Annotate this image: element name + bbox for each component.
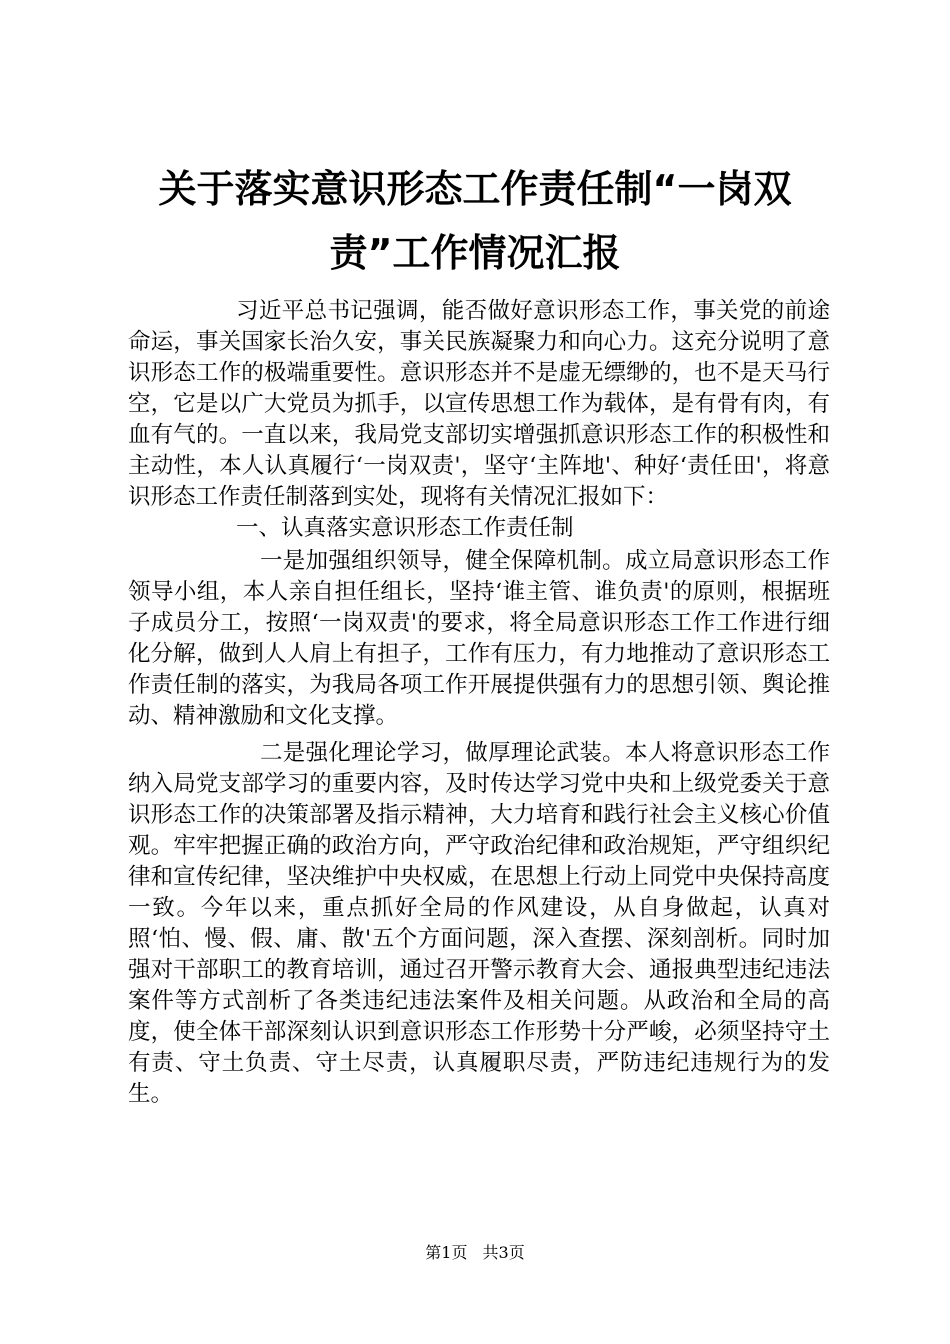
section-heading: 一、认真落实意识形态工作责任制	[236, 515, 574, 541]
document-body	[128, 296, 830, 1110]
section-item-paragraph: 一是加强组织领导，健全保障机制。成立局意识形态工作领导小组，本人亲自担任组长，坚持‘谁主管、谁负责'的原则，根据班子成员分工，按照‘一岗双责'的要求，将全局意识形态工作工作进行细化分解，做到人人肩上有担子，工作有压力，有力地推动了意识形态工作责任制的落实，为我局各项工作开展提供强有力的思想引领、舆论推动、精神激励和文化支撑。	[128, 548, 830, 729]
section-item-paragraph: 二是强化理论学习，做厚理论武装。本人将意识形态工作纳入局党支部学习的重要内容，及时传达学习党中央和上级党委关于意识形态工作的决策部署及指示精神，大力培育和践行社会主义核心价值观。牢牢把握正确的政治方向，严守政治纪律和政治规矩，严守组织纪律和宣传纪律，坚决维护中央权威，在思想上行动上同党中央保持高度一致。今年以来，重点抓好全局的作风建设，从自身做起，认真对照‘怕、慢、假、庸、散'五个方面问题，深入查摆、深刻剖析。同时加强对干部职工的教育培训，通过召开警示教育大会、通报典型违纪违法案件等方式剖析了各类违纪违法案件及相关问题。从政治和全局的高度，使全体干部深刻认识到意识形态工作形势十分严峻，必须坚持守土有责、守土负责、守土尽责，认真履职尽责，严防违纪违规行为的发生。	[128, 740, 830, 1107]
intro-paragraph: 习近平总书记强调，能否做好意识形态工作，事关党的前途命运，事关国家长治久安，事关民族凝聚力和向心力。这充分说明了意识形态工作的极端重要性。意识形态并不是虚无缥缈的，也不是天马行空，它是以广大党员为抓手，以宣传思想工作为载体，是有骨有肉，有血有气的。一直以来，我局党支部切实增强抓意识形态工作的积极性和主动性，本人认真履行‘一岗双责'，坚守‘主阵地'、种好‘责任田'，将意识形态工作责任制落到实处，现将有关情况汇报如下：	[128, 298, 830, 510]
page-total: 共3页	[482, 1243, 525, 1262]
page-number: 第1页	[425, 1243, 468, 1262]
page-footer	[0, 1240, 950, 1263]
document-title: 关于落实意识形态工作责任制“一岗双责”工作情况汇报	[158, 167, 792, 275]
